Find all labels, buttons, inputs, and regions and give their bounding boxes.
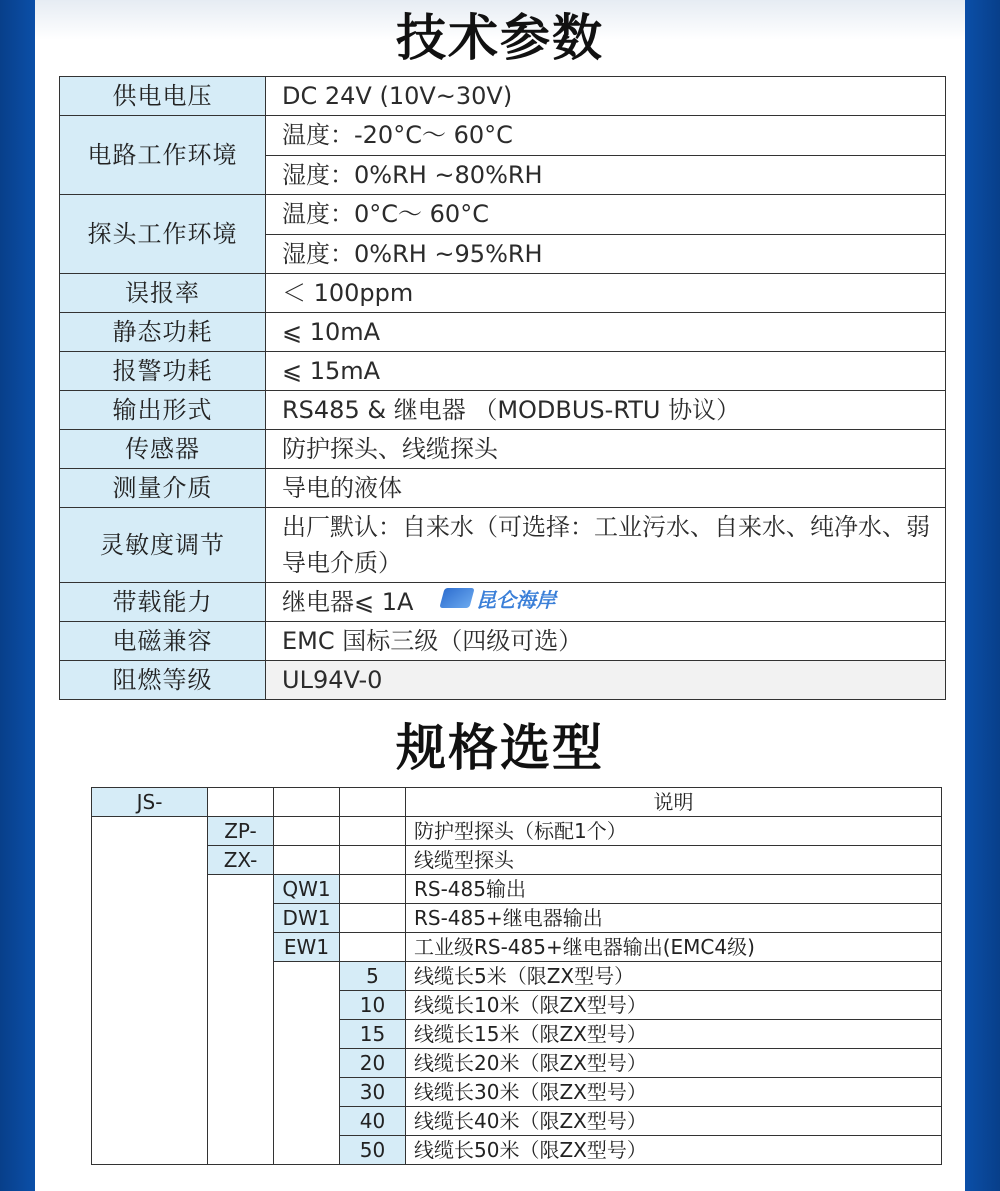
spec-label: 灵敏度调节 bbox=[60, 508, 266, 583]
model-code: QW1 bbox=[274, 875, 340, 904]
model-table bbox=[91, 787, 942, 1165]
spec-value: ⩽ 15mA bbox=[266, 352, 946, 391]
table-row bbox=[92, 875, 942, 904]
model-desc: 防护型探头（标配1个） bbox=[406, 817, 942, 846]
empty-cell bbox=[274, 788, 340, 817]
spec-row bbox=[60, 661, 946, 700]
spec-value: 湿度：0%RH ~95%RH bbox=[266, 234, 946, 274]
model-desc: 线缆型探头 bbox=[406, 846, 942, 875]
spec-label: 供电电压 bbox=[60, 77, 266, 116]
spec-value: 防护探头、线缆探头 bbox=[266, 430, 946, 469]
spec-label: 探头工作环境 bbox=[60, 195, 266, 274]
model-code: DW1 bbox=[274, 904, 340, 933]
model-code: 10 bbox=[340, 991, 406, 1020]
brand-watermark bbox=[442, 586, 556, 610]
spec-label: 报警功耗 bbox=[60, 352, 266, 391]
spec-value: 湿度：0%RH ~80%RH bbox=[266, 155, 946, 195]
spec-value: 继电器⩽ 1A bbox=[266, 583, 946, 622]
spec-label: 测量介质 bbox=[60, 469, 266, 508]
model-code: ZP- bbox=[208, 817, 274, 846]
spec-label: 阻燃等级 bbox=[60, 661, 266, 700]
spec-label: 误报率 bbox=[60, 274, 266, 313]
left-border bbox=[0, 0, 35, 1191]
spec-label: 静态功耗 bbox=[60, 313, 266, 352]
model-title: 规格选型 bbox=[396, 719, 604, 777]
spec-value: UL94V-0 bbox=[266, 661, 946, 700]
spec-row bbox=[60, 313, 946, 352]
spec-label: 电路工作环境 bbox=[60, 116, 266, 195]
spec-row bbox=[60, 116, 946, 156]
model-desc: 线缆长5米（限ZX型号） bbox=[406, 962, 942, 991]
spec-label: 带载能力 bbox=[60, 583, 266, 622]
spec-value: EMC 国标三级（四级可选） bbox=[266, 622, 946, 661]
spec-row bbox=[60, 77, 946, 116]
probe-span-cell bbox=[208, 875, 274, 1165]
spec-value: DC 24V (10V~30V) bbox=[266, 77, 946, 116]
empty-cell bbox=[340, 875, 406, 904]
spec-label: 传感器 bbox=[60, 430, 266, 469]
table-row bbox=[92, 788, 942, 817]
output-span-cell bbox=[274, 962, 340, 1165]
desc-header: 说明 bbox=[406, 788, 942, 817]
model-desc: RS-485输出 bbox=[406, 875, 942, 904]
spec-value: 导电的液体 bbox=[266, 469, 946, 508]
model-prefix: JS- bbox=[92, 788, 208, 817]
spec-row bbox=[60, 274, 946, 313]
empty-cell bbox=[340, 846, 406, 875]
model-desc: 线缆长20米（限ZX型号） bbox=[406, 1049, 942, 1078]
model-code: 40 bbox=[340, 1107, 406, 1136]
spec-row bbox=[60, 391, 946, 430]
spec-value: 温度：0°C～ 60°C bbox=[266, 195, 946, 235]
prefix-span-cell bbox=[92, 817, 208, 1165]
model-code: 50 bbox=[340, 1136, 406, 1165]
empty-cell bbox=[340, 904, 406, 933]
empty-cell bbox=[340, 933, 406, 962]
model-code: 5 bbox=[340, 962, 406, 991]
spec-row bbox=[60, 508, 946, 583]
model-code: 30 bbox=[340, 1078, 406, 1107]
spec-row bbox=[60, 469, 946, 508]
spec-title: 技术参数 bbox=[396, 9, 604, 67]
empty-cell bbox=[274, 846, 340, 875]
right-border bbox=[965, 0, 1000, 1191]
spec-row bbox=[60, 195, 946, 235]
spec-value: ＜ 100ppm bbox=[266, 274, 946, 313]
spec-label: 输出形式 bbox=[60, 391, 266, 430]
spec-row bbox=[60, 622, 946, 661]
model-desc: 工业级RS-485+继电器输出(EMC4级) bbox=[406, 933, 942, 962]
model-desc: 线缆长40米（限ZX型号） bbox=[406, 1107, 942, 1136]
spec-value: 温度：-20°C～ 60°C bbox=[266, 116, 946, 156]
model-code: ZX- bbox=[208, 846, 274, 875]
table-row bbox=[92, 817, 942, 846]
model-desc: 线缆长30米（限ZX型号） bbox=[406, 1078, 942, 1107]
spec-value: ⩽ 10mA bbox=[266, 313, 946, 352]
model-desc: 线缆长50米（限ZX型号） bbox=[406, 1136, 942, 1165]
spec-label: 电磁兼容 bbox=[60, 622, 266, 661]
model-desc: 线缆长10米（限ZX型号） bbox=[406, 991, 942, 1020]
model-code: EW1 bbox=[274, 933, 340, 962]
model-code: 15 bbox=[340, 1020, 406, 1049]
table-row bbox=[92, 846, 942, 875]
model-desc: RS-485+继电器输出 bbox=[406, 904, 942, 933]
brand-logo-icon bbox=[439, 588, 474, 608]
model-desc: 线缆长15米（限ZX型号） bbox=[406, 1020, 942, 1049]
spec-row bbox=[60, 352, 946, 391]
empty-cell bbox=[274, 817, 340, 846]
brand-watermark-text: 昆仑海岸 bbox=[476, 587, 556, 612]
spec-value: 出厂默认：自来水（可选择：工业污水、自来水、纯净水、弱导电介质） bbox=[266, 508, 946, 583]
empty-cell bbox=[340, 817, 406, 846]
spec-row bbox=[60, 430, 946, 469]
model-code: 20 bbox=[340, 1049, 406, 1078]
empty-cell bbox=[208, 788, 274, 817]
spec-value: RS485 & 继电器 （MODBUS-RTU 协议） bbox=[266, 391, 946, 430]
empty-cell bbox=[340, 788, 406, 817]
